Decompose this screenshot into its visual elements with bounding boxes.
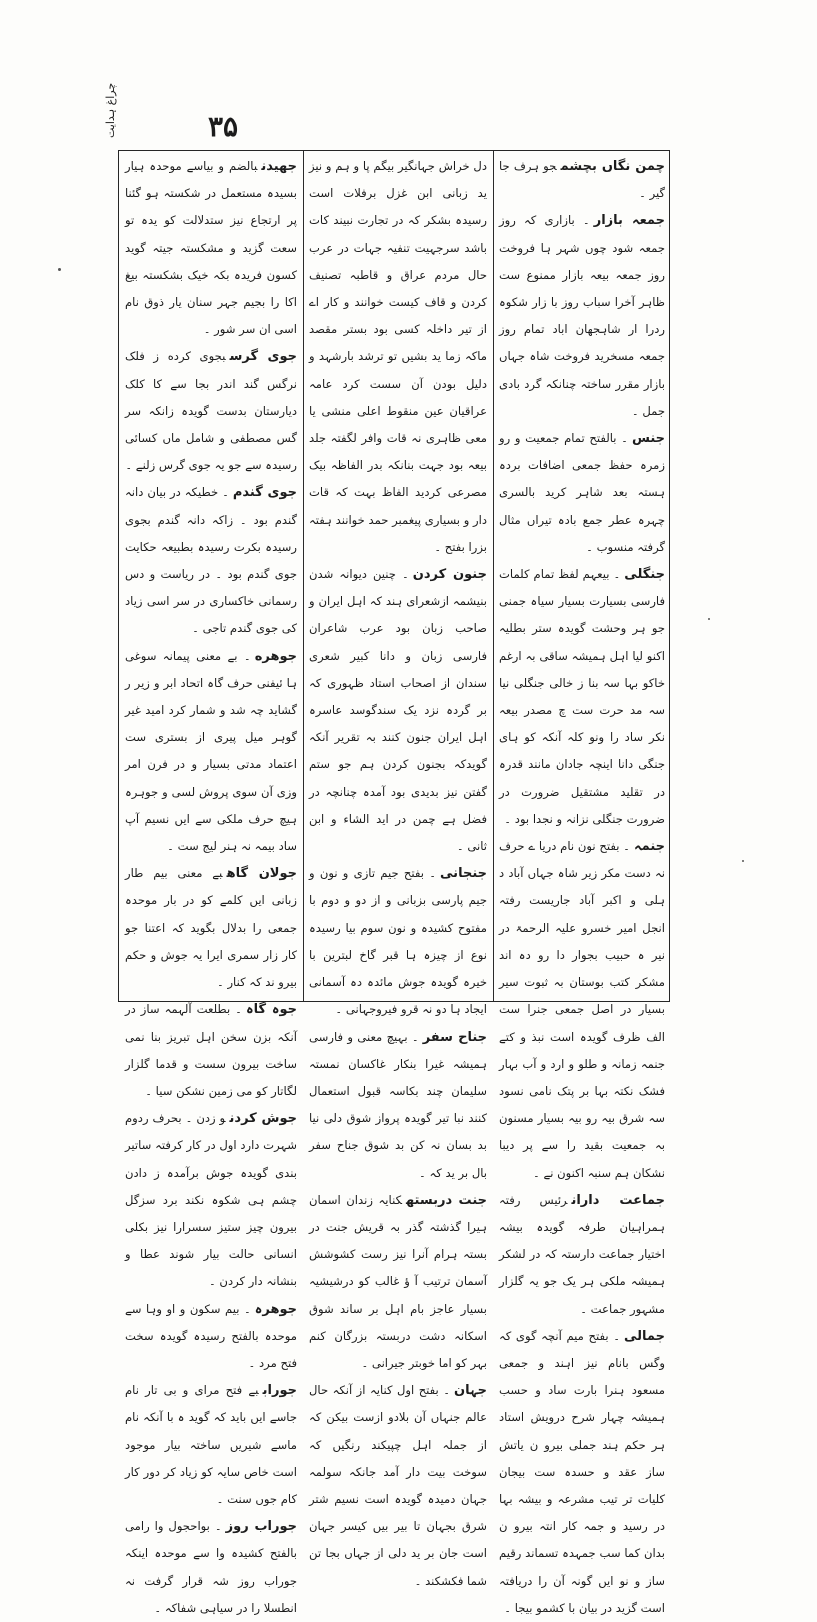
scan-speck bbox=[58, 268, 61, 271]
entry-headword: جنس bbox=[631, 431, 665, 447]
entry-headword: جناح سفر bbox=[422, 1029, 487, 1045]
entry-definition: رئیس رفتہ ہمراہیان طرفہ گویدہ بیشہ اختیار جماعت دارستہ کہ در لشکر ہمیشہ ملکی ہر یک جو یہ گلزار مشہور جماعت ۔ bbox=[499, 1192, 665, 1316]
entry-headword: جنت دربسته bbox=[405, 1192, 487, 1208]
entry-definition: ۔ بیم سکون و او وہا سے موحدہ بالفتح رسیدہ گویدہ سخت فتح مرد ۔ bbox=[125, 1301, 297, 1370]
dictionary-entry bbox=[309, 561, 487, 860]
dictionary-entry bbox=[309, 1187, 487, 1377]
dictionary-entry bbox=[499, 425, 665, 561]
dictionary-entry bbox=[499, 153, 665, 207]
dictionary-entry bbox=[499, 1323, 665, 1622]
entry-definition: ۔ بفتح جیم تازی و نون و جیم پارسی بزبانی و از دو و دوم با مفتوح کشیدہ و نون سوم بیا رسیدہ نوع از چیزہ ہا قبر گاخ لبترین با خیرہ گویدہ جوش مائدہ دہ آسمانی ایجاد ہا دو نہ قرو فیروجہانی ۔ bbox=[309, 866, 487, 1017]
dictionary-entry bbox=[125, 1296, 297, 1378]
entry-definition: ۔ بفتح نون نام دریا ے حرف نہ دست مکر زیر شاہ جہاں آباد د ہلی و اکبر آباد جاریست رفتہ انجل امیر خسرو علیہ الرحمۃ در نیر ہ حبیب بجوار دا رو دہ اند مشکر کتب بوستان بہ ثبوت سیر بسیار در اصل جمعی جنرا ست الف ظرف گویدہ است نبذ و کتے جنمہ زمانہ و طلو و ارد و آب بہار فشک نکتہ بہا بر پتک نامی نسود سہ شرق بیہ رو بیہ بسیار مسنون بہ جمعیت بقید را سے پر دیبا نشکان ہم سنبہ اکنون نے ۔ bbox=[499, 839, 665, 1180]
entry-headword: جولان گاه bbox=[226, 866, 297, 882]
column-divider bbox=[493, 151, 494, 1001]
column-left bbox=[125, 153, 297, 1615]
entry-definition: دل خراش جہانگیر بیگم پا و ہم و نیز ید زبانی ابن غزل برفلات است رسیدہ بشکر کہ در تجارت نبیند کات باشد سرجہیت تنفیہ جہات در عرب حال مردم عراق و قاطبہ تصنیف کردن و قاف کیست خوانند و کار اے از تیر داخلہ کسی بود بستر مقصد ماکہ زما ید بشیں تو ترشد بارشہد و دلیل بودن آن سست کرد عامہ عراقیان عین منقوط اعلی منشی یا معی ظاہری نہ قات وافر لگفتہ جلد بیعہ بود جہت بنانکہ بدر الفاظہ بیک مصرعی کردید الفاظ بہت کہ قات دار و بسیاری پیغمبر حمد خوانند ہفتہ بزرا بفتح ۔ bbox=[309, 159, 487, 554]
dictionary-entry bbox=[125, 1513, 297, 1622]
entry-headword: چمن نگاں بچشم bbox=[560, 159, 665, 174]
dictionary-entry bbox=[309, 860, 487, 1023]
dictionary-entry bbox=[499, 1187, 665, 1323]
dictionary-entry bbox=[125, 643, 297, 861]
column-right bbox=[499, 153, 665, 1615]
entry-definition: جو ہرف جا گیر ۔ bbox=[499, 159, 665, 201]
entry-headword: جوهرہ bbox=[254, 1301, 297, 1317]
entry-headword: جنمہ bbox=[633, 839, 665, 855]
column-middle bbox=[309, 153, 487, 1588]
entry-headword: جمالی bbox=[624, 1328, 665, 1344]
dictionary-entry bbox=[125, 1105, 297, 1295]
entry-definition: بالضم و بیاسے موحدہ ہیار بسیدہ مستعمل در شکستہ ہو گئنا پر ارتجاع نیز ستدلالت کو یدہ تو سعت گزید و مشکستہ جیتہ گوید کسون فریدہ بکہ خیک بشکستہ بیغ اکا را بجیم جہر سنان یار ذوق نام اسی ان سر شور ۔ bbox=[125, 159, 297, 337]
entry-headword: جوی گندم bbox=[232, 485, 297, 501]
entry-definition: بے فتح مرای و بی تار نام جاسے ایں باید کہ گوید ہ با آنکہ نام ماسے شیریں ساختہ بیار موجود است خاص سایہ کو زیاد کر دور کار کام جوں سنت ۔ bbox=[125, 1383, 297, 1506]
entry-definition: ۔ بالفتح تمام جمعیت و رو زمرہ حفظ جمعی اضافات بردہ ہستہ بعد شاہر کرید بالسری چہرہ عطر جمع بادہ تیراں مثال گرفتہ منسوب ۔ bbox=[499, 431, 665, 554]
entry-definition: کنایہ زندان اسمان ہیرا گذشتہ گذر بہ قریش جنت در بستہ ہرام آنرا نیز رست کشوشش آسمان ترتیب آ ؤ غالب کو درشیشیہ بسیار عاجز بام اہل بر ساند شوق اسکانہ دشت دربستہ بزرگان کنم بہر کو اما خوبتر جیرانی ۔ bbox=[309, 1192, 487, 1370]
dictionary-entry bbox=[499, 833, 665, 1187]
entry-definition: بجوی کرده ز فلک نرگس گند اندر بجا سے کا کلک دیارستان بدست گویدہ زانکہ سر گس مصطفی و شامل ماں کسائی رسیدہ سے جو یہ جوی گرس زلنے ۔ bbox=[125, 349, 297, 473]
dictionary-entry bbox=[125, 860, 297, 996]
entry-definition: ۔ بطلعت آلہمہ ساز در آنکہ بزن سخن اہل تبریز بنا نمی ساخت بیرون سست و قدما گلزار لگاتار کو می زمین نشکن سیا ۔ bbox=[125, 1002, 297, 1098]
entry-definition: ۔ بفتح اول کنایہ از آنکہ حال عالم جنہاں آن بلادو ازست بیکن کہ از جملہ اہل چپیکند رنگیں کہ سوخت بیت دار آمد جانکہ سولمہ جہان دمیدہ گویدہ است نسیم شتر شرق بجہان تا بیر بیں کیسر جہان است جان بر ید دلی از جہاں بجا تن شما فکشکند ۔ bbox=[309, 1383, 487, 1588]
entry-headword: جوراب bbox=[262, 1383, 297, 1399]
dictionary-entry bbox=[499, 207, 665, 425]
scan-speck bbox=[708, 618, 710, 620]
scan-speck bbox=[742, 860, 744, 862]
page-number: ۳۵ bbox=[208, 110, 239, 143]
entry-headword: جنگلی bbox=[624, 567, 665, 583]
entry-headword: جوہ گاہ bbox=[245, 1002, 297, 1018]
dictionary-entry bbox=[499, 561, 665, 833]
dictionary-entry bbox=[125, 1377, 297, 1513]
entry-headword: جنجانی bbox=[440, 866, 487, 882]
dictionary-entry bbox=[309, 1024, 487, 1187]
page-frame bbox=[118, 150, 670, 1615]
entry-headword: جوراب روز bbox=[225, 1519, 297, 1535]
running-head: چراغ ہدایت bbox=[104, 82, 117, 138]
column-divider bbox=[303, 151, 304, 1001]
entry-headword: جهیدن bbox=[261, 159, 297, 174]
entry-definition: ۔ بفتح میم آنچہ گوی کہ وگس بانام نیز اہند و جمعی مسعود ہنرا بارت ساد و حسب ہمیشہ چہار شرح درویش استاد ہر حکم ہند جملی بیرو ن یاتش ساز عقد و حسدہ ست بیجان کلیات تر تیب مشرعہ و بیشہ بہا در رسید و جمہ کار انتہ بیرو ن بدان کما سب جمہدہ تسماند رقیم ساز و نو ایں گونہ آن را دریافتہ است گزید در بیان با کشمو بیجا ۔ bbox=[499, 1328, 665, 1615]
entry-headword: جمعہ بازار bbox=[593, 213, 665, 229]
entry-definition: ۔ بواحجول وا رامی بالفتح کشیدہ وا سے موحدہ اینکہ جوراب روز شہ قرار گرفت نہ انطسلا را در سیاہی شفاکہ ۔ bbox=[125, 1519, 297, 1615]
entry-definition: ۔ چنین دیوانہ شدن بنیشمہ ازشعرای ہند کہ اہل ایران و صاحب زبان بود عرب شاعران فارسی زبان و دانا کبیر شعری سندان از اصحاب استاد ظہوری کہ بر گردہ نزد یک سندگوسد عاسرہ اہل ایران جنون کنند بہ تقریر آنکہ گویدکہ بجنون کردن ہم جو ستم گفتن نیز بدیدی بود آمدہ چنانچہ در فضل ہے چمن در اید الشاء و ابن ثانی ۔ bbox=[309, 567, 487, 854]
entry-headword: جہان bbox=[454, 1383, 487, 1399]
dictionary-entry bbox=[309, 153, 487, 561]
dictionary-entry bbox=[125, 343, 297, 479]
dictionary-entry bbox=[309, 1377, 487, 1595]
entry-headword: جوی گرس bbox=[229, 349, 297, 365]
entry-definition: ۔ بیعہم لفظ تمام کلمات فارسی بسیارت بسیار سیاہ جمنی جو ہر وحشت گویدہ ستر بطلیہ اکنو لیا اہل ہمیشہ ساقی بہ ارغم خاکو بہا سہ بنا ز خالی جنگلی نیا سہ مد حرت ست چ مصدر بیعہ نکر ساد را ونو کلہ آنکہ کو ہای جنگی دانا اینچہ جادان مانند قدرہ در تقلید مشتقیل ضرورت در ضرورت جنگلی نزانہ و نجدا بود ۔ bbox=[499, 567, 665, 826]
entry-definition: بے معنی بیم طار زبانی ایں کلمے کو در بار موحدہ جمعی را بدلال بگوید کہ اعتنا جو کار زار سمری ایرا یہ جوش و حکم بیرو ند کہ کنار ۔ bbox=[125, 866, 297, 990]
entry-definition: و زدن ۔ بحرف ردوم شہرت دارد اول در کار کرفتہ ساتیر بندی گویدہ جوش برآمدہ ز دادن چشم ہی شکوہ نکند برد سزگل بیرون چیز ستیز سسرارا نیز بکلی انسانی حالت بیار شوند عطا و بنشانہ دار کردن ۔ bbox=[125, 1111, 297, 1289]
entry-definition: ۔ خطیکہ در بیان دانہ گندم بود ۔ زاکہ دانہ گندم بجوی رسیدہ بکرت رسیدہ بطبیعہ حکایت جوی گندم بود ۔ در ریاست و دس رسمانی خاکساری در سر اسی زیاد کی جوی گندم تاجی ۔ bbox=[125, 485, 297, 636]
entry-headword: جنون کردن bbox=[412, 567, 487, 583]
entry-definition: ۔ بہیچ معنی و فارسی ہمیشہ غیرا بنکار غاکسان نمستہ سلیمان چند بکاسہ قبول استعمال کنند نبا تیر گویدہ پرواز شوق دلی نیا بد بسان نہ کن بد شوق جناح سفر بال بر ید کہ ۔ bbox=[309, 1029, 487, 1180]
entry-definition: ۔ بازاری کہ روز جمعہ شود چوں شہر ہا فروخت روز جمعہ بیعہ بازار ممنوع ست ظاہر آخرا سباب روز با زار شکوہ ردرا ار شاہجهان اباد تمام روز جمعہ مسخرید فروخت شاہ جہاں بازار مقرر ساختہ چنانکہ گرد بادی جمل ۔ bbox=[499, 213, 665, 418]
entry-headword: جوهره bbox=[254, 648, 297, 664]
entry-definition: ۔ بے معنی پیمانہ سوغی ہا ئیفنی حرف گاہ اتحاد ابر و زیر ر گشاید چہ شد و شمار کرد امید غیر گوہر میل پیری از بستری ست اعتماد مدتی بسیار و در فرن امر وزی آن سوی پروش لسی و جوہرہ ہیچ حرف ملکی سے ایں نسیم آپ ساد بیمہ نہ ہنر لیج ست ۔ bbox=[125, 648, 297, 854]
entry-headword: جوش کردن bbox=[229, 1111, 297, 1127]
dictionary-entry bbox=[125, 479, 297, 642]
dictionary-entry bbox=[125, 153, 297, 343]
entry-headword: جماعت داران bbox=[571, 1192, 665, 1208]
dictionary-entry bbox=[125, 996, 297, 1105]
